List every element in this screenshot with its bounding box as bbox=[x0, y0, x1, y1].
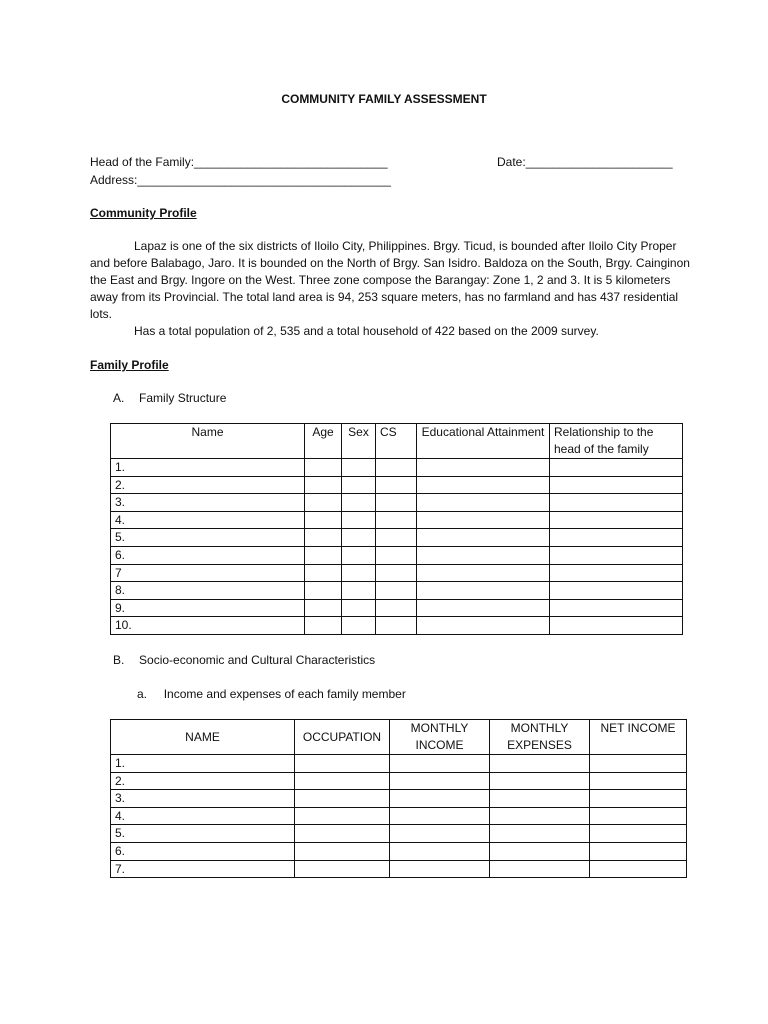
head-of-family-line bbox=[90, 155, 388, 169]
income-expenses-cell[interactable] bbox=[390, 807, 490, 825]
income-expenses-row-number: 5. bbox=[111, 825, 295, 843]
section-b-title: Socio-economic and Cultural Characteristics bbox=[139, 653, 376, 667]
family-structure-cell[interactable] bbox=[342, 511, 376, 529]
date-label: Date: bbox=[497, 155, 526, 169]
sub-section-a-heading bbox=[137, 687, 406, 701]
family-structure-cell[interactable] bbox=[342, 529, 376, 547]
family-structure-cell[interactable] bbox=[550, 599, 683, 617]
income-expenses-cell[interactable] bbox=[295, 807, 390, 825]
family-structure-cell[interactable] bbox=[376, 494, 417, 512]
income-expenses-row-number: 3. bbox=[111, 790, 295, 808]
section-b-marker: B. bbox=[113, 653, 125, 667]
family-structure-cell[interactable] bbox=[417, 617, 550, 635]
income-expenses-row-number: 4. bbox=[111, 807, 295, 825]
income-expenses-cell[interactable] bbox=[390, 772, 490, 790]
income-expenses-row-number: 1. bbox=[111, 755, 295, 773]
family-structure-row-number: 8. bbox=[111, 582, 305, 600]
income-expenses-cell[interactable] bbox=[490, 825, 590, 843]
family-structure-cell[interactable] bbox=[342, 599, 376, 617]
column-header-sex: Sex bbox=[342, 424, 376, 459]
section-a-marker: A. bbox=[113, 391, 125, 405]
family-structure-row-number: 6. bbox=[111, 546, 305, 564]
family-structure-cell[interactable] bbox=[305, 564, 342, 582]
income-expenses-cell[interactable] bbox=[490, 860, 590, 878]
address-label: Address: bbox=[90, 173, 138, 187]
family-structure-row-number: 7 bbox=[111, 564, 305, 582]
family-structure-cell[interactable] bbox=[305, 511, 342, 529]
date-line bbox=[497, 155, 673, 169]
income-expenses-table bbox=[110, 719, 687, 878]
income-expenses-cell[interactable] bbox=[295, 842, 390, 860]
family-structure-cell[interactable] bbox=[550, 546, 683, 564]
family-structure-cell[interactable] bbox=[550, 494, 683, 512]
family-structure-cell[interactable] bbox=[550, 564, 683, 582]
family-structure-cell[interactable] bbox=[376, 582, 417, 600]
family-structure-cell[interactable] bbox=[376, 599, 417, 617]
income-expenses-body bbox=[111, 755, 687, 878]
income-expenses-row bbox=[111, 860, 687, 878]
income-expenses-row bbox=[111, 790, 687, 808]
income-expenses-cell[interactable] bbox=[490, 790, 590, 808]
family-structure-row bbox=[111, 494, 683, 512]
family-structure-cell[interactable] bbox=[417, 582, 550, 600]
income-expenses-row-number: 7. bbox=[111, 860, 295, 878]
family-structure-row-number: 5. bbox=[111, 529, 305, 547]
section-a-heading bbox=[113, 391, 226, 405]
family-structure-cell[interactable] bbox=[417, 546, 550, 564]
family-structure-cell[interactable] bbox=[550, 582, 683, 600]
column-header-educational-attainment: Educational Attainment bbox=[417, 424, 550, 459]
family-structure-cell[interactable] bbox=[417, 511, 550, 529]
family-structure-body bbox=[111, 459, 683, 635]
income-expenses-cell[interactable] bbox=[490, 772, 590, 790]
family-structure-cell[interactable] bbox=[550, 459, 683, 477]
column-header-cs: CS bbox=[376, 424, 417, 459]
family-structure-cell[interactable] bbox=[342, 582, 376, 600]
family-structure-cell[interactable] bbox=[417, 459, 550, 477]
income-expenses-cell[interactable] bbox=[390, 842, 490, 860]
family-structure-cell[interactable] bbox=[550, 476, 683, 494]
family-structure-cell[interactable] bbox=[305, 582, 342, 600]
date-field[interactable]: ______________________ bbox=[525, 155, 673, 169]
income-expenses-cell[interactable] bbox=[390, 860, 490, 878]
income-expenses-cell[interactable] bbox=[295, 755, 390, 773]
income-expenses-cell[interactable] bbox=[490, 807, 590, 825]
family-structure-row-number: 2. bbox=[111, 476, 305, 494]
income-expenses-cell[interactable] bbox=[590, 772, 687, 790]
income-expenses-cell[interactable] bbox=[490, 842, 590, 860]
family-structure-cell[interactable] bbox=[376, 459, 417, 477]
family-structure-row-number: 9. bbox=[111, 599, 305, 617]
income-expenses-row bbox=[111, 825, 687, 843]
column-header-net-income: NET INCOME bbox=[590, 720, 687, 755]
page-title: COMMUNITY FAMILY ASSESSMENT bbox=[281, 92, 487, 106]
family-structure-cell[interactable] bbox=[342, 476, 376, 494]
family-structure-cell[interactable] bbox=[417, 476, 550, 494]
income-expenses-cell[interactable] bbox=[295, 772, 390, 790]
family-structure-cell[interactable] bbox=[342, 546, 376, 564]
section-a-title: Family Structure bbox=[139, 391, 227, 405]
family-structure-row-number: 3. bbox=[111, 494, 305, 512]
address-line bbox=[90, 173, 391, 187]
income-expenses-row-number: 2. bbox=[111, 772, 295, 790]
income-expenses-row bbox=[111, 807, 687, 825]
family-structure-header-row bbox=[111, 424, 683, 459]
family-structure-cell[interactable] bbox=[417, 599, 550, 617]
column-header-relationship: Relationship to the head of the family bbox=[550, 424, 683, 459]
income-expenses-cell[interactable] bbox=[390, 755, 490, 773]
income-expenses-cell[interactable] bbox=[295, 825, 390, 843]
family-structure-cell[interactable] bbox=[305, 617, 342, 635]
column-header-name-upper: NAME bbox=[111, 720, 295, 755]
family-structure-cell[interactable] bbox=[305, 494, 342, 512]
income-expenses-cell[interactable] bbox=[390, 825, 490, 843]
family-structure-row bbox=[111, 529, 683, 547]
family-structure-cell[interactable] bbox=[550, 511, 683, 529]
section-b-heading bbox=[113, 653, 375, 667]
income-expenses-cell[interactable] bbox=[590, 842, 687, 860]
family-structure-cell[interactable] bbox=[305, 476, 342, 494]
family-structure-cell[interactable] bbox=[305, 529, 342, 547]
family-structure-cell[interactable] bbox=[550, 529, 683, 547]
family-structure-row-number: 1. bbox=[111, 459, 305, 477]
family-structure-cell[interactable] bbox=[342, 494, 376, 512]
family-structure-cell[interactable] bbox=[376, 617, 417, 635]
column-header-occupation: OCCUPATION bbox=[295, 720, 390, 755]
family-structure-row bbox=[111, 546, 683, 564]
family-structure-row bbox=[111, 476, 683, 494]
family-structure-cell[interactable] bbox=[342, 617, 376, 635]
income-expenses-cell[interactable] bbox=[295, 790, 390, 808]
community-profile-heading: Community Profile bbox=[90, 206, 197, 220]
family-structure-cell[interactable] bbox=[376, 564, 417, 582]
community-profile-paragraph-2: Has a total population of 2, 535 and a total household of 422 based on the 2009 survey. bbox=[134, 324, 599, 338]
column-header-monthly-income: MONTHLY INCOME bbox=[390, 720, 490, 755]
income-expenses-cell[interactable] bbox=[490, 755, 590, 773]
family-structure-cell[interactable] bbox=[417, 564, 550, 582]
column-header-age: Age bbox=[305, 424, 342, 459]
income-expenses-cell[interactable] bbox=[590, 755, 687, 773]
column-header-name: Name bbox=[111, 424, 305, 459]
family-structure-cell[interactable] bbox=[550, 617, 683, 635]
income-expenses-cell[interactable] bbox=[590, 807, 687, 825]
address-field[interactable]: ______________________________________ bbox=[137, 173, 391, 187]
family-structure-cell[interactable] bbox=[342, 459, 376, 477]
family-structure-cell[interactable] bbox=[376, 511, 417, 529]
column-header-monthly-expenses: MONTHLY EXPENSES bbox=[490, 720, 590, 755]
family-structure-cell[interactable] bbox=[305, 599, 342, 617]
income-expenses-cell[interactable] bbox=[590, 825, 687, 843]
family-structure-row-number: 4. bbox=[111, 511, 305, 529]
income-expenses-row-number: 6. bbox=[111, 842, 295, 860]
family-profile-heading: Family Profile bbox=[90, 358, 169, 372]
family-structure-row bbox=[111, 617, 683, 635]
income-expenses-cell[interactable] bbox=[390, 790, 490, 808]
head-of-family-field[interactable]: _____________________________ bbox=[194, 155, 388, 169]
family-structure-cell[interactable] bbox=[417, 494, 550, 512]
family-structure-cell[interactable] bbox=[376, 476, 417, 494]
income-expenses-header-row bbox=[111, 720, 687, 755]
family-structure-cell[interactable] bbox=[376, 546, 417, 564]
income-expenses-row bbox=[111, 755, 687, 773]
sub-section-a-title: Income and expenses of each family member bbox=[163, 687, 406, 701]
income-expenses-row bbox=[111, 772, 687, 790]
family-structure-row bbox=[111, 511, 683, 529]
family-structure-row bbox=[111, 599, 683, 617]
income-expenses-cell[interactable] bbox=[590, 790, 687, 808]
family-structure-row-number: 10. bbox=[111, 617, 305, 635]
family-structure-cell[interactable] bbox=[417, 529, 550, 547]
family-structure-cell[interactable] bbox=[305, 459, 342, 477]
family-structure-cell[interactable] bbox=[376, 529, 417, 547]
family-structure-row bbox=[111, 459, 683, 477]
income-expenses-cell[interactable] bbox=[590, 860, 687, 878]
sub-section-a-marker: a. bbox=[137, 687, 148, 701]
family-structure-table bbox=[110, 423, 683, 635]
income-expenses-row bbox=[111, 842, 687, 860]
income-expenses-cell[interactable] bbox=[295, 860, 390, 878]
community-profile-body bbox=[90, 238, 690, 340]
family-structure-row bbox=[111, 564, 683, 582]
family-structure-cell[interactable] bbox=[342, 564, 376, 582]
head-of-family-label: Head of the Family: bbox=[90, 155, 195, 169]
community-profile-paragraph-1: Lapaz is one of the six districts of Iloilo City, Philippines. Brgy. Ticud, is bounded after Iloilo City Proper and before Balabago, Jaro. It is bounded on the North of Brgy. San Isidro. Baldoza on the South, Brgy. Cainginon the East and Brgy. Ingore on the West. Three zone compose the Barangay: Zone 1, 2 and 3. It is 5 kilometers away from its Provincial. The total land area is 94, 253 square meters, has no farmland and has 437 residential lots. bbox=[90, 239, 690, 321]
family-structure-cell[interactable] bbox=[305, 546, 342, 564]
family-structure-row bbox=[111, 582, 683, 600]
